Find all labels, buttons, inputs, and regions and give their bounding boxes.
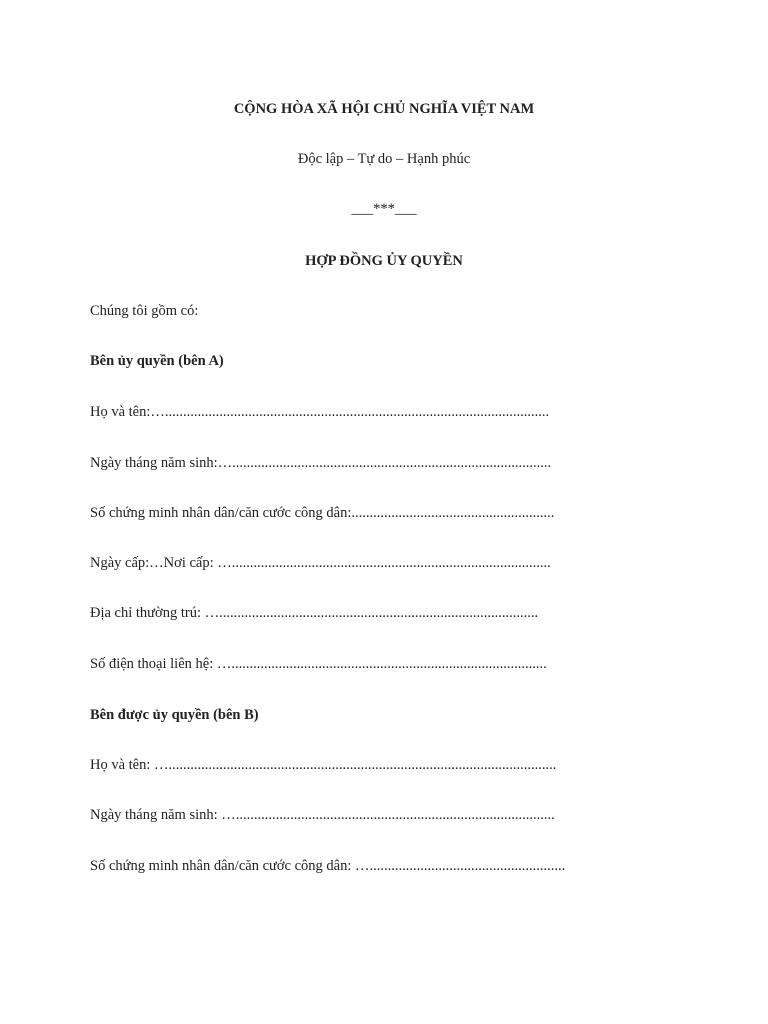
party-a-issue-date-place-field: Ngày cấp:…Nơi cấp: …........................................................................................ xyxy=(90,555,551,571)
party-a-address-field: Địa chỉ thường trú: …........................................................................................ xyxy=(90,605,539,621)
party-a-full-name-field: Họ và tên:….......................................................................................................... xyxy=(90,404,550,420)
party-b-id-number-field: Số chứng minh nhân dân/căn cước công dân: …...................................................... xyxy=(90,858,566,874)
party-a-phone-field: Số điện thoại liên hệ: …....................................................................................... xyxy=(90,656,547,672)
party-a-id-number-field: Số chứng minh nhân dân/căn cước công dân:........................................................ xyxy=(90,505,555,521)
party-a-heading: Bên ủy quyền (bên A) xyxy=(90,353,224,369)
party-b-full-name-field: Họ và tên: …........................................................................................................... xyxy=(90,757,557,773)
party-b-date-of-birth-field: Ngày tháng năm sinh: …........................................................................................ xyxy=(90,807,555,823)
party-b-heading: Bên được ủy quyền (bên B) xyxy=(90,707,259,723)
document-title: HỢP ĐỒNG ỦY QUYỀN xyxy=(305,253,463,269)
motto: Độc lập – Tự do – Hạnh phúc xyxy=(297,151,471,167)
party-a-date-of-birth-field: Ngày tháng năm sinh:…........................................................................................ xyxy=(90,455,552,471)
header-separator: ___***___ xyxy=(351,201,417,217)
nation-heading: CỘNG HÒA XÃ HỘI CHỦ NGHĨA VIỆT NAM xyxy=(233,101,535,117)
intro-text: Chúng tôi gồm có: xyxy=(90,303,199,319)
